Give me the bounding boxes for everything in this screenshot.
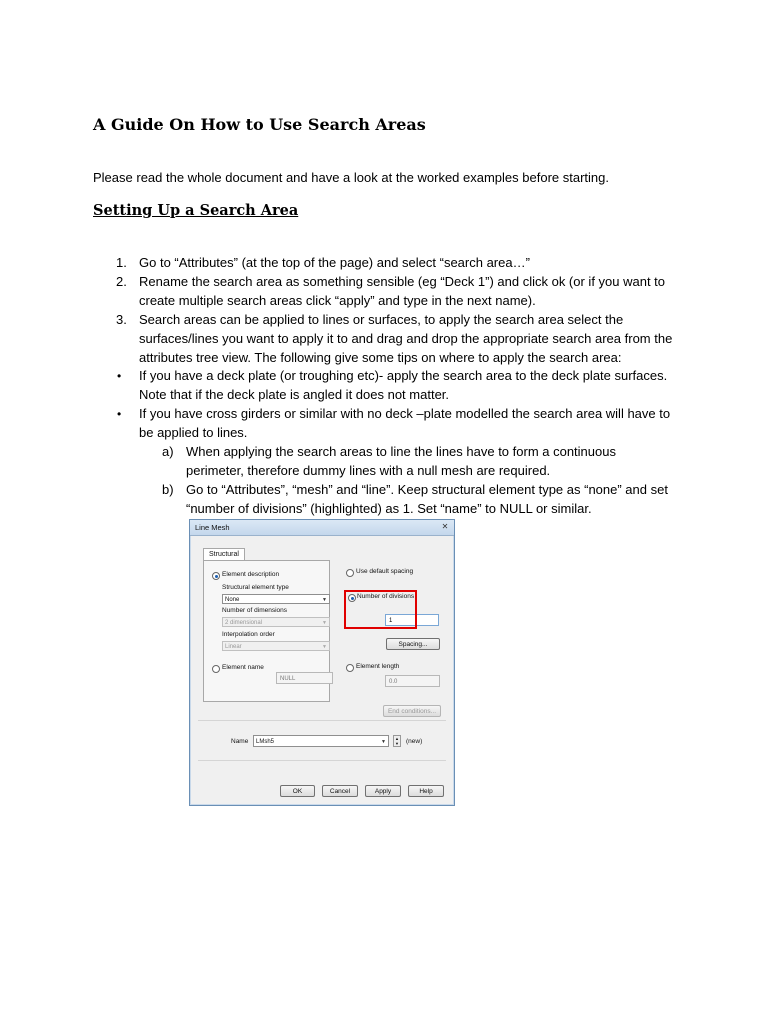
bullet-icon: • [117,407,122,422]
element-description-label: Element description [222,571,280,578]
section-heading: Setting Up a Search Area [93,202,299,219]
close-icon[interactable]: ✕ [441,522,449,531]
number-of-dimensions-label: Number of dimensions [222,607,288,614]
element-name-radio[interactable] [212,665,220,673]
list-marker: 2. [116,273,127,289]
element-name-input[interactable]: NULL [276,672,333,684]
structural-element-type-value: None [225,597,240,603]
intro-paragraph: Please read the whole document and have a look at the worked examples before starting. [93,170,609,185]
list-item-text: If you have a deck plate (or troughing etc)- apply the search area to the deck plate surfaces. Note that if the deck plate is angled it does not matter. [139,368,668,403]
name-spinner[interactable] [393,735,401,747]
sub-list-item [0,443,676,481]
sub-list-item-text: When applying the search areas to line the lines have to form a continuous perimeter, therefore dummy lines with a null mesh are required. [186,444,616,478]
spacing-button[interactable]: Spacing... [386,638,440,650]
dialog-title: Line Mesh [195,523,230,532]
list-item-text: Rename the search area as something sensible (eg “Deck 1”) and click ok (or if you want to create multiple search areas click “apply” and type in the next name). [139,273,666,308]
sub-list-marker: a) [162,444,174,460]
tab-structural[interactable]: Structural [203,548,245,561]
element-length-radio[interactable] [346,664,354,672]
element-length-label: Element length [356,663,400,670]
instruction-list [0,254,768,519]
list-item [0,273,679,311]
list-item [0,367,679,405]
list-item [0,254,679,273]
list-marker: 3. [116,311,127,327]
line-mesh-dialog [189,519,455,806]
spin-down-icon[interactable]: ▼ [395,741,399,746]
name-label: Name [231,738,249,745]
name-status: (new) [406,738,423,745]
number-of-divisions-label: Number of divisions [357,593,415,600]
dialog-titlebar [190,520,454,536]
divider [198,720,446,721]
use-default-spacing-radio[interactable] [346,569,354,577]
help-button[interactable]: Help [408,785,444,797]
element-name-label: Element name [222,664,264,671]
sub-list-item [0,481,676,519]
number-of-divisions-input[interactable]: 1 [385,614,439,626]
chevron-down-icon: ▼ [322,644,327,650]
interpolation-order-value: Linear [225,644,242,650]
chevron-down-icon: ▼ [322,597,327,603]
chevron-down-icon: ▼ [381,739,386,745]
list-item-text: Search areas can be applied to lines or surfaces, to apply the search area select the surfaces/lines you want to apply it to and drag and drop the appropriate search area from the attributes tree view. The following give some tips on where to apply the search area: [139,311,673,365]
cancel-button[interactable]: Cancel [322,785,358,797]
highlight-box [344,590,417,629]
chevron-down-icon: ▼ [322,620,327,626]
interpolation-order-select[interactable] [222,641,330,651]
list-item-text: Go to “Attributes” (at the top of the page) and select “search area…” [139,255,530,270]
divider [198,760,446,761]
number-of-dimensions-select[interactable] [222,617,330,627]
name-value: LMsh5 [256,739,275,745]
sub-list-item-text: Go to “Attributes”, “mesh” and “line”. Keep structural element type as “none” and set “number of divisions” (highlighted) as 1. Set “name” to NULL or similar. [186,481,668,516]
spin-up-icon[interactable]: ▲ [395,736,399,741]
use-default-spacing-label: Use default spacing [356,568,414,575]
list-item [0,311,679,368]
end-conditions-button[interactable]: End conditions... [383,705,441,717]
ok-button[interactable]: OK [280,785,315,797]
structural-element-type-select[interactable] [222,594,330,604]
list-item-text: If you have cross girders or similar with no deck –plate modelled the search area will have to be applied to lines. [139,406,671,441]
bullet-icon: • [117,369,122,384]
document-title: A Guide On How to Use Search Areas [93,115,426,134]
name-select[interactable] [253,735,389,747]
interpolation-order-label: Interpolation order [222,631,275,638]
element-description-radio[interactable] [212,572,220,580]
list-marker: 1. [116,255,127,270]
structural-element-type-label: Structural element type [222,584,289,591]
number-of-dimensions-value: 2 dimensional [225,620,263,626]
apply-button[interactable]: Apply [365,785,401,797]
element-length-input[interactable]: 0.0 [385,675,440,687]
sub-list-marker: b) [162,481,174,497]
list-item [0,405,679,443]
